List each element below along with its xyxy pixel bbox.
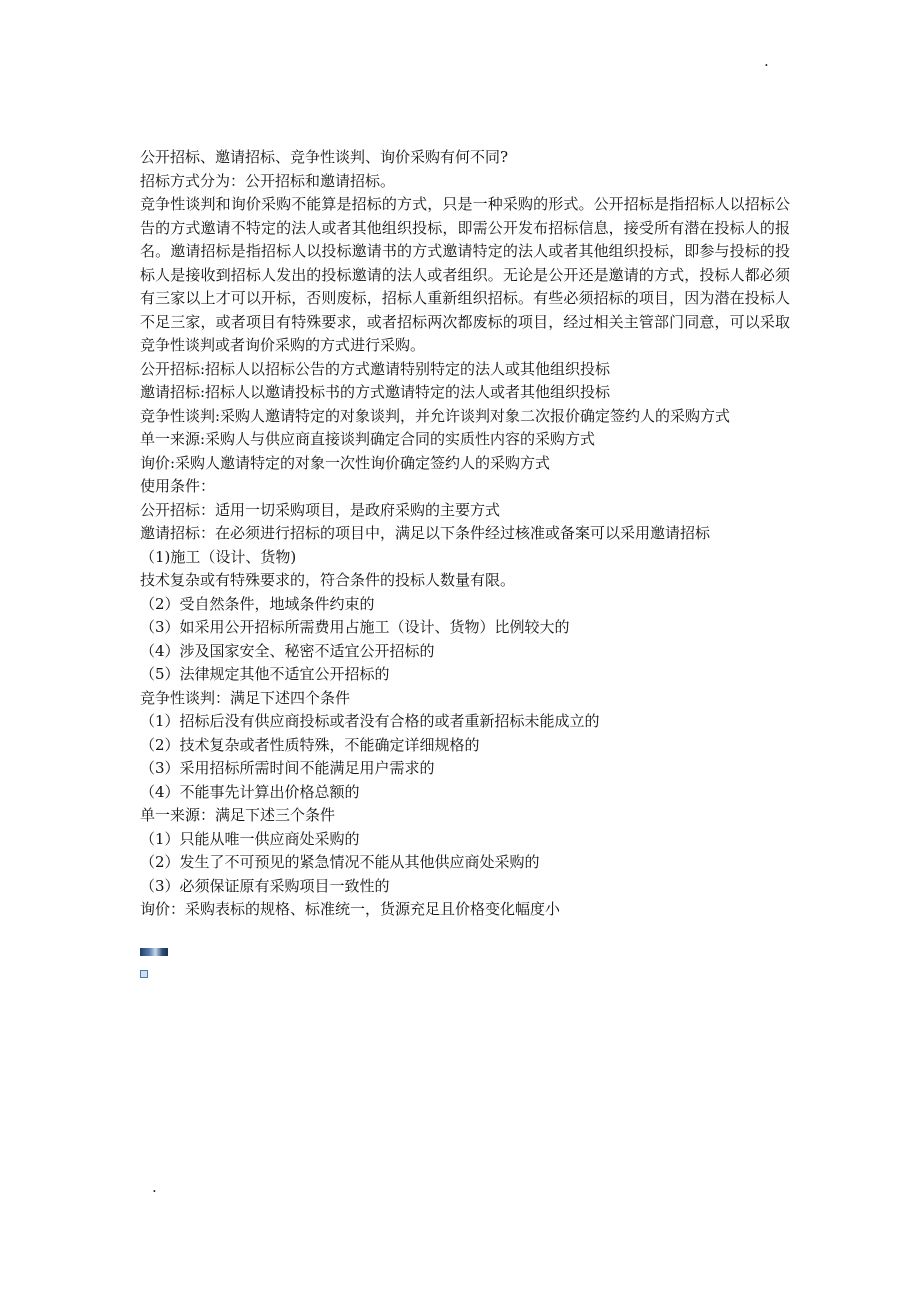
definition-inquiry: 询价:采购人邀请特定的对象一次性询价确定签约人的采购方式 — [140, 453, 551, 472]
invite-item: （5）法律规定其他不适宜公开招标的 — [140, 665, 390, 683]
invite-item: （2）受自然条件，地域条件约束的 — [140, 594, 375, 613]
page-bottom-dot: . — [152, 1178, 157, 1196]
document-body — [140, 146, 790, 922]
definition-open-tender: 公开招标:招标人以招标公告的方式邀请特别特定的法人或其他组织投标 — [140, 359, 611, 378]
definition-single-source: 单一来源:采购人与供应商直接谈判确定合同的实质性内容的采购方式 — [140, 430, 596, 448]
document-title: 公开招标、邀请招标、竞争性谈判、询价采购有何不同? — [140, 148, 509, 166]
competitive-item: （4）不能事先计算出价格总额的 — [140, 782, 360, 801]
inquiry-condition: 询价：采购表标的规格、标准统一，货源充足且价格变化幅度小 — [140, 900, 561, 918]
definition-invite-tender: 邀请招标:招标人以邀请投标书的方式邀请特定的法人或者其他组织投标 — [140, 383, 611, 401]
open-tender-condition: 公开招标：适用一切采购项目，是政府采购的主要方式 — [140, 500, 501, 519]
invite-tender-condition: 邀请招标：在必须进行招标的项目中，满足以下条件经过核准或备案可以采用邀请招标 — [140, 524, 711, 542]
competitive-item: （1）招标后没有供应商投标或者没有合格的或者重新招标未能成立的 — [140, 712, 600, 730]
invite-item: 技术复杂或有特殊要求的，符合条件的投标人数量有限。 — [140, 571, 516, 589]
intro-paragraph: 竞争性谈判和询价采购不能算是招标的方式，只是一种采购的形式。公开招标是指招标人以招标公告的方式邀请不特定的法人或者其他组织投标，即需公开发布招标信息，接受所有潜在投标人的报名。邀请招标是指招标人以投标邀请书的方式邀请特定的法人或者其他组织投标，即参与投标的投标人是接收到招标人发出的投标邀请的法人或者组织。无论是公开还是邀请的方式，投标人都必须有三家以上才可以开标，否则废标，招标人重新组织招标。有些必须招标的项目，因为潜在投标人不足三家，或者项目有特殊要求，或者招标两次都废标的项目，经过相关主管部门同意，可以采取竞争性谈判或者询价采购的方式进行采购。 — [140, 195, 790, 354]
single-source-item: （3）必须保证原有采购项目一致性的 — [140, 876, 390, 895]
invite-item: （1)施工（设计、货物) — [140, 547, 297, 566]
invite-item: （4）涉及国家安全、秘密不适宜公开招标的 — [140, 641, 435, 660]
single-source-item: （1）只能从唯一供应商处采购的 — [140, 829, 360, 848]
competitive-heading: 竞争性谈判：满足下述四个条件 — [140, 688, 351, 707]
definition-competitive-negotiation: 竞争性谈判:采购人邀请特定的对象谈判，并允许谈判对象二次报价确定签约人的采购方式 — [140, 406, 731, 425]
conditions-heading: 使用条件： — [140, 477, 216, 495]
tender-methods-line: 招标方式分为：公开招标和邀请招标。 — [140, 171, 396, 190]
image-thumbnail-icon — [140, 948, 168, 956]
broken-image-icon — [140, 970, 148, 978]
page-top-dot: . — [764, 52, 769, 70]
single-source-heading: 单一来源：满足下述三个条件 — [140, 806, 336, 824]
single-source-item: （2）发生了不可预见的紧急情况不能从其他供应商处采购的 — [140, 853, 540, 871]
invite-item: （3）如采用公开招标所需费用占施工（设计、货物）比例较大的 — [140, 618, 570, 636]
competitive-item: （3）采用招标所需时间不能满足用户需求的 — [140, 759, 435, 777]
competitive-item: （2）技术复杂或者性质特殊，不能确定详细规格的 — [140, 735, 480, 754]
embedded-image — [140, 948, 168, 956]
